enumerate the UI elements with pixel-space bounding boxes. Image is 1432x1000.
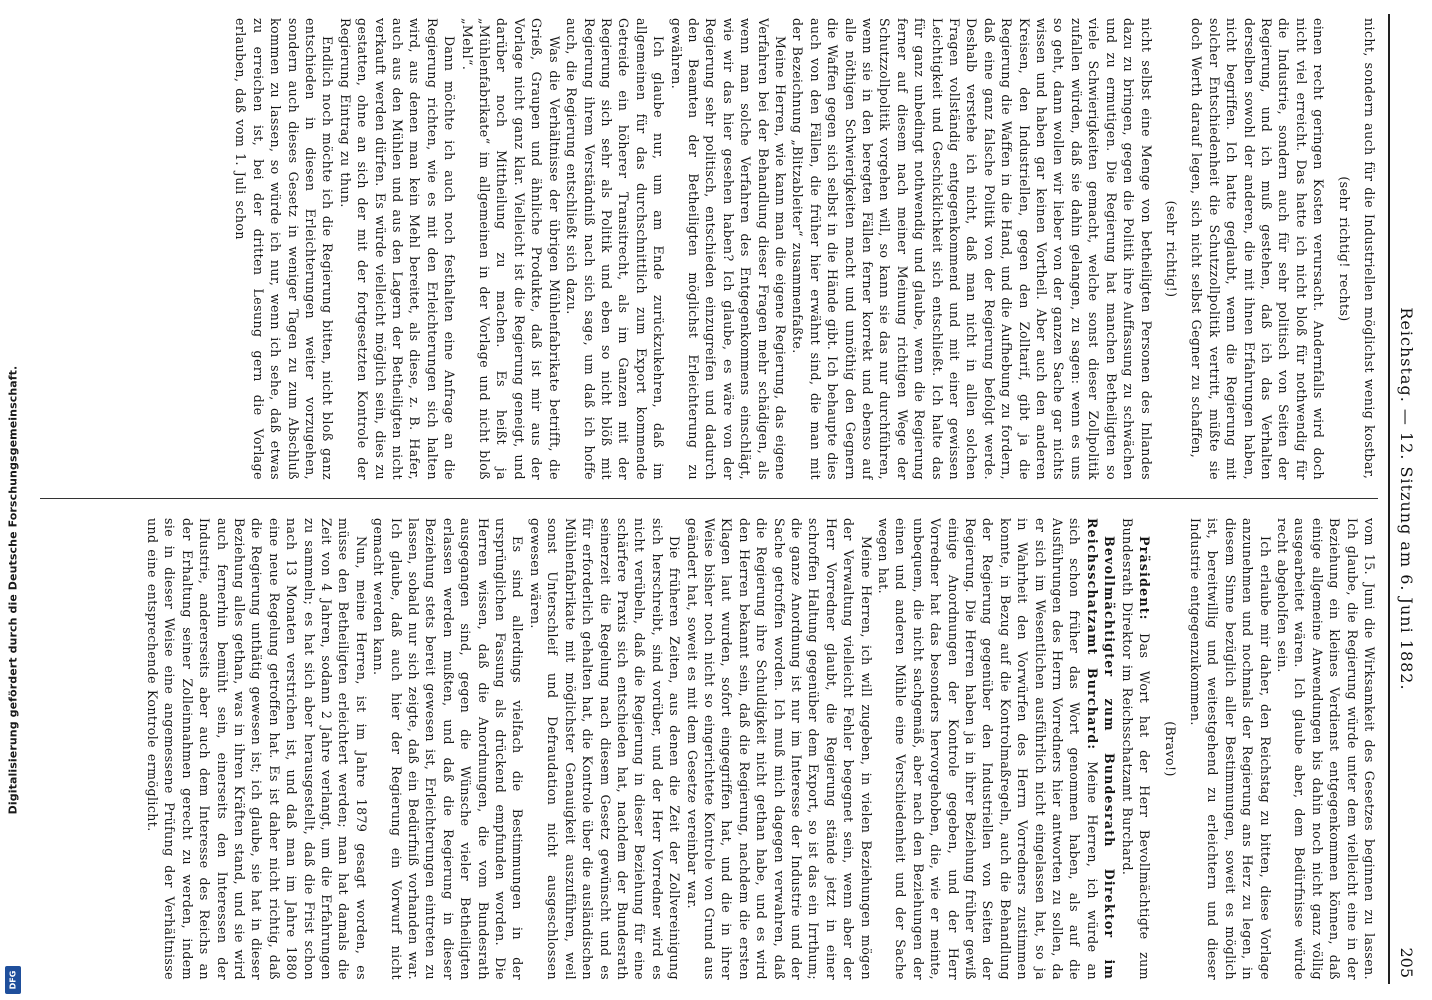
column-divider [40, 498, 1378, 499]
left-paragraph-8: Was die Verhältnisse der übrigen Mühlenfabrikate betrifft, die Grieß, Graupen und ähnliche Produkte, daß ist mir aus der Vorlage nicht ganz klar. Vielleicht ist die Regierung geneigt, und darüber noch Mittheilung zu machen. Es heißt ja „Mühlenfabrikate“ im allgemeinen in der Vorlage und nicht bloß „Mehl“. [459, 18, 562, 480]
speaker-burchard: Bevollmächtigter zum Bundesrath Direktor im Reichsschatzamt Burchard: [1084, 518, 1118, 980]
right-paragraph-8: Es sind allerdings vielfach die Bestimmungen in der ursprünglichen Fassung als drückend empfunden worden. Die Herren wissen, daß die Anordnungen, die vom Bundesrath ausgegangen sind, gegen die Wünsche vieler Betheiligten erlassen werden mußten, und daß die Regierung in dieser Beziehung stets bereit gewesen ist, Erleichterungen eintreten zu lassen, sobald nur sich zeigte, daß ein Bedürfniß vorhanden war. Ich glaube, daß auch hier der Regierung ein Vorwurf nicht gemacht werden kann. [371, 518, 526, 980]
scanned-page [28, 4, 1418, 994]
digitization-credit-strip [0, 0, 26, 1000]
digitization-credit-text: Digitalisierung gefördert durch die Deutsche Forschungsgemeinschaft. [6, 365, 20, 815]
left-paragraph-10: Endlich noch möchte ich die Regierung bitten, nicht bloß ganz entschieden in diesen Erleichterungen weiter vorzugehen, sondern auch dieses Gesetz in weniger Tagen zu zum Abschluß kommen zu lassen, so würde ich nur, wenn ich sehe, daß etwas zu erreichen ist, bei der dritten Lesung gern die Vorlage erlauben, daß vom 1. Juli schon [233, 18, 336, 480]
right-paragraph-president [1118, 518, 1153, 980]
running-head-title: Reichstag. — 12. Sitzung am 6. Juni 1882. [1397, 307, 1416, 691]
left-paragraph-3: einen recht geringen Kosten verursacht. Andernfalls wird doch nicht viel erreicht. Das hatte ich nicht bloß für nothwendig für die Industrie, sondern auch für sehr politisch von Seiten der Regierung, und ich muß gestehen, daß ich das Verhalten derselben sowohl der anderen, die mit ihnen Erfahrungen haben, nicht begriffen. Ich hatte geglaubt, wenn die Regierung mit solcher Entschiedenheit die Schutzzollpolitik vertritt, müßte sie doch Werth darauf legen, sich nicht selbst Gegner zu schaffen, [1189, 18, 1327, 480]
left-interjection-2: (sehr richtig!) [1163, 200, 1179, 298]
dfg-logo-icon [5, 966, 21, 994]
right-paragraph-2: Ich erlaube mir daher, den Reichstag zu bitten, diese Vorlage anzunehmen und nochmals der Regierung ans Herz zu legen, in diesem Sinne bezüglich aller Bestimmungen, soweit es möglich ist, bereitwillig und weitestgehend zu erleichtern und dieser Industrie entgegenzukommen. [1187, 518, 1273, 980]
right-paragraph-7: Die früheren Zeiten, aus denen die Zeit der Zollvereinigung sich herschreibt, sind vorüber, und der Herr Vorredner wird es nicht verübeln, daß die Regierung in dieser Beziehung für eine schärfere Praxis sich entschieden hat, nachdem der Bundesrath seinerzeit die Regelung nach diesem Gesetz gewünscht und es für erforderlich gehalten hat, die Kontrole über die ausländischen Mühlenfabrikate mit möglichster Genauigkeit auszuführen, weil sonst Unterschleif und Defraudation nicht ausgeschlossen gewesen wären. [527, 518, 683, 980]
right-paragraph-6: Meine Herren, ich will zugeben, in vielen Beziehungen mögen der Verwaltung vielleicht Fehler begegnet sein, wenn aber der Herr Vorredner glaubt, die Regierung stände jetzt in einer schroffen Haltung gegenüber dem Export, so ist das ein Irrthum; die ganze Anordnung ist nur im Interesse der Industrie und der Sache getroffen worden. Ich muß mich dagegen verwahren, daß die Regierung ihre Schuldigkeit nicht gethan habe, und es wird den Herren bekannt sein, daß die Regierung, nachdem die ersten Klagen laut wurden, sofort eingegriffen hat, und die in ihrer Weise bisher noch nicht so eingerichtete Kontrole von Grund aus geändert hat, soweit es mit dem Gesetze vereinbar war. [684, 518, 874, 980]
right-paragraph-1: vom 15. Juni die Wirksamkeit des Gesetzes beginnen zu lassen. Ich glaube, die Regierung würde unter dem vielleicht eine in der Beziehung ein kleines Verdienst entgegenkommen können, daß einige allgemeine Anwendungen bis dahin noch nicht ganz völlig ausgearbeitet wären. Ich glaube aber, dem Bedürfnisse würde recht abgeholfen sein. [1274, 518, 1377, 980]
left-paragraph-5: nicht selbst eine Menge von betheiligten Personen des Inlandes dazu zu bringen, gegen die Politik ihre Auffassung zu schwächen und zu ermutigen. Die Regierung hat manchen Betheiligten so viele Schwierigkeiten gemacht, welche sonst dieser Zollpolitik zufallen würden, daß sie dahin gelangen, zu sagen: wenn es uns so geht, dann wollen wir lieber von der ganzen Sache gar nichts wissen und haben gar keinen Vortheil. Aber auch den anderen Kreisen, den Industriellen, gegen den Zolltarif, gibt ja die Regierung die Waffen in die Hand, und die Aufhebung zu fordern, daß eine ganz falsche Politik von der Regierung befolgt werde. Deshalb verstehe ich nicht, daß man nicht in allen solchen Fragen vollständig entgegenkommend und mit einer gewissen Leichtigkeit und Geschicklichkeit sich entschließt. Ich halte das für ganz unbedingt nothwendig und glaube, wenn die Regierung ferner auf diesem nach meiner Meinung richtigen Wege der Schutzzollpolitik vorgehen will, so kann sie das nur durchführen, wenn sie in den beregten Fällen ferner korrekt und ebenso auf alle nöthigen Schwierigkeiten macht und unnöthig den Gegnern die Waffen gegen sich selbst in die Hände gibt. Ich behaupte dies auch von den Fällen, die früher hier erwähnt sind, die man mit der Bezeichnung „Blitzableiter“ zusammenfaßte. [790, 18, 1154, 480]
right-paragraph-burchard [875, 518, 1119, 980]
running-head [1394, 14, 1416, 984]
speaker-president: Präsident: [1137, 536, 1153, 621]
left-paragraph-1: nicht, sondern auch für die Industriellen möglichst wenig kostbar, [1362, 18, 1377, 480]
right-column [40, 518, 1378, 980]
page-number: 205 [1397, 947, 1416, 978]
president-statement: Das Wort hat der Herr Bevollmächtigte zum Bundesrath Direktor im Reichsschatzamt Burchard. [1119, 518, 1153, 980]
left-paragraph-7: Ich glaube nur, um am Ende zurückzukehren, daß im allgemeinen für das durchschnittlich zum Export kommende Getreide ein höherer Transitrecht, als im Ganzen mit der Regierung sich sehr als Politik und eben so nicht blöß mit Regierung ihrem Verständniß nach sich sage, um daß ich hoffe auch, die Regierung entschließt sich dazu. [564, 18, 667, 480]
right-paragraph-9: Nun, meine Herren, ist im Jahre 1879 gesagt worden, es müsse den Betheiligten erleichtert werden; man hat damals die Zeit von 4 Jahren, sodann 2 Jahre verlangt, um die Erfahrungen zu sammeln; es hat sich aber herausgestellt, daß die Frist schon nach 13 Monaten verstrichen ist, und daß man im Jahre 1880 eine neue Regelung getroffen hat. Es ist daher nicht richtig, daß die Regierung unthätig gewesen ist; ich glaube, sie hat in dieser Beziehung alles gethan, was in ihren Kräften stand, und sie wird auch fernerhin bemüht sein, einerseits den Interessen der Industrie, andererseits aber auch dem Interesse des Reichs an der Erhaltung seiner Zolleinnahmen gerecht zu werden, indem sie in dieser Weise eine angemessene Prüfung der Verhältnisse und eine entsprechende Kontrole ermöglicht. [144, 518, 369, 980]
left-paragraph-9: Dann möchte ich auch noch festhalten eine Anfrage an die Regierung richten, wie es mit den Erleichterungen sich halten wird, aus denen man kein Mehl bereitet, als diese, z. B. Hafer, auch aus den Mühlen und aus den Lagern der Betheiligten nicht verkauft werden dürfen. Es würde vielleicht möglich sein, dies zu gestatten, ohne an sich der mit der fortgesetzten Kontrole der Regierung Eintrag zu thun. [337, 18, 458, 480]
left-paragraph-6: Meine Herren, wie kann man die eigene Regierung, das eigene Verfahren bei der Behandlung dieser Fragen mehr schädigen, als wenn man solche Verfahren des Entgegenkommens einschlägt, wie wir das hier gesehen haben? Ich glaube, es wäre von der Regierung sehr politisch, entschieden einzugreifen und dadurch den Beamten der Betheiligten möglichst Erleichterung zu gewähren. [668, 18, 788, 480]
header-rule [1388, 14, 1390, 984]
left-interjection-1: (sehr richtig! rechts) [1336, 176, 1352, 322]
dfg-logo-label: DFG [8, 970, 18, 990]
left-column [40, 18, 1378, 480]
right-interjection-bravo: (Bravo!) [1162, 721, 1178, 777]
burchard-statement: Meine Herren, ich würde an sich schon früher das Wort genommen haben, als auf die Ausführungen des Herrn Vorredners hier antworten zu sollen, da er sich im Wesentlichen ausführlich nicht eingelassen hat, so ja in Wahrheit den Vorwürfen des Herrn Vorredners zustimmen konnte, in Bezug auf die Kontrolmaßregeln, auch die Behandlung der Regierung gegenüber den Industriellen von Seiten der Regierung. Die Herren haben ja in ihrer Beziehung früher gewiß einige Anordnungen der Kontrole gegeben, und der Herr Vorredner hat das besonders hervorgehoben, die, wie er meinte, unbequem, die nicht sachgemäß, aber nach den Beziehungen der einen und anderen Mühle eine Verschiedenheit und der Sache wegen hat. [876, 518, 1100, 980]
